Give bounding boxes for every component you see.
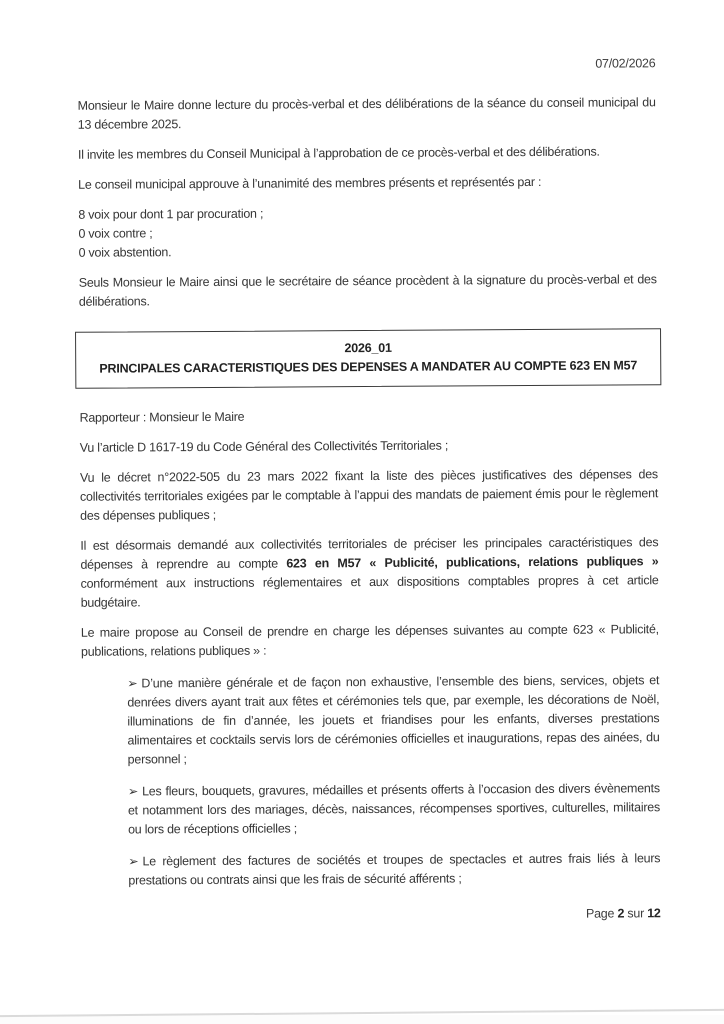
bullet-item-fleurs-presents [128,779,660,839]
vote-results [78,202,656,263]
page-number-footer [83,904,661,927]
paragraph-proposition-maire: Le maire propose au Conseil de prendre en charge les dépenses suivantes au compte 623 « Publicité, publications, relations publiques » : [80,622,659,659]
demande-text-start: Il est désormais demandé aux collectivités territoriales de préciser les principales caractéristiques des dépenses à reprendre au compte [80,535,659,572]
arrow-bullet-icon: ➢ [128,854,139,869]
document-date: 07/02/2026 [595,56,656,71]
vote-contre: 0 voix contre ; [78,226,153,241]
paragraph-demande-caracteristiques [80,533,658,613]
footer-prefix: Page [585,906,618,921]
footer-page-number: 2 [617,906,625,921]
paragraph-vu-article: Vu l’article D 1617-19 du Code Général des Collectivités Territoriales ; [79,438,449,455]
paragraph-rapporteur: Rapporteur : Monsieur le Maire [79,409,245,425]
paragraph-signature: Seuls Monsieur le Maire ainsi que le secrétaire de séance procèdent à la signature du procès-verbal et des délibérations. [78,272,657,309]
bullet-text: Les fleurs, bouquets, gravures, médailles et présents offerts à l’occasion des divers évènements et notamment lors des mariages, décès, naissances, récompenses sportives, culturelles, militaires ou lors de réceptions officielles ; [127,781,660,837]
bullet-item-fetes-ceremonies [127,671,660,769]
vote-pour: 8 voix pour dont 1 par procuration ; [78,206,264,222]
deliberation-title: PRINCIPALES CARACTERISTIQUES DES DEPENSES A MANDATER AU COMPTE 623 EN M57 [99,358,638,376]
arrow-bullet-icon: ➢ [127,784,139,799]
paragraph-vu-decret: Vu le décret n°2022-505 du 23 mars 2022 fixant la liste des pièces justificatives des dépenses des collectivités territoriales exigées par le comptable à l’appui des mandats de paiement émis pour le règlement des dépenses publiques ; [79,467,659,523]
deliberation-number: 2026_01 [344,340,392,356]
paragraph-invitation-approbation: Il invite les membres du Conseil Municipal à l’approbation de ce procès-verbal et des délibérations. [77,144,600,162]
scan-bottom-strip [0,1015,724,1024]
bullet-text: Le règlement des factures de sociétés et troupes de spectacles et autres frais liés à leurs prestations ou contrats ainsi que les frais de sécurité afférents ; [128,851,661,888]
paragraph-approbation-unanimite: Le conseil municipal approuve à l’unanimité des membres présents et représentés par : [78,174,542,192]
footer-total-pages: 12 [647,906,661,921]
arrow-bullet-icon: ➢ [127,676,138,691]
demande-compte-bold: 623 en M57 « Publicité, publications, relations publiques » [286,554,659,571]
demande-text-end: conformément aux instructions réglementaires et aux dispositions comptables propres à cet article budgétaire. [80,573,659,610]
bullet-item-factures-spectacles [128,849,660,890]
deliberation-title-box [75,328,661,389]
vote-abstention: 0 voix abstention. [78,245,172,260]
paragraph-lecture-proces-verbal: Monsieur le Maire donne lecture du procès-verbal et des délibérations de la séance du conseil municipal du 13 décembre 2025. [77,95,656,132]
document-content [77,54,660,927]
footer-separator: sur [624,906,648,921]
bullet-text: D’une manière générale et de façon non exhaustive, l’ensemble des biens, services, objets et denrées divers ayant trait aux fêtes et cérémonies tels que, par exemple, les décorations de Noël, illuminations de fin d’année, les jouets et friandises pour les enfants, diverses prestations alimentaires et cocktails servis lors de cérémonies officielles et inaugurations, repas des ainées, du personnel ; [127,673,660,767]
